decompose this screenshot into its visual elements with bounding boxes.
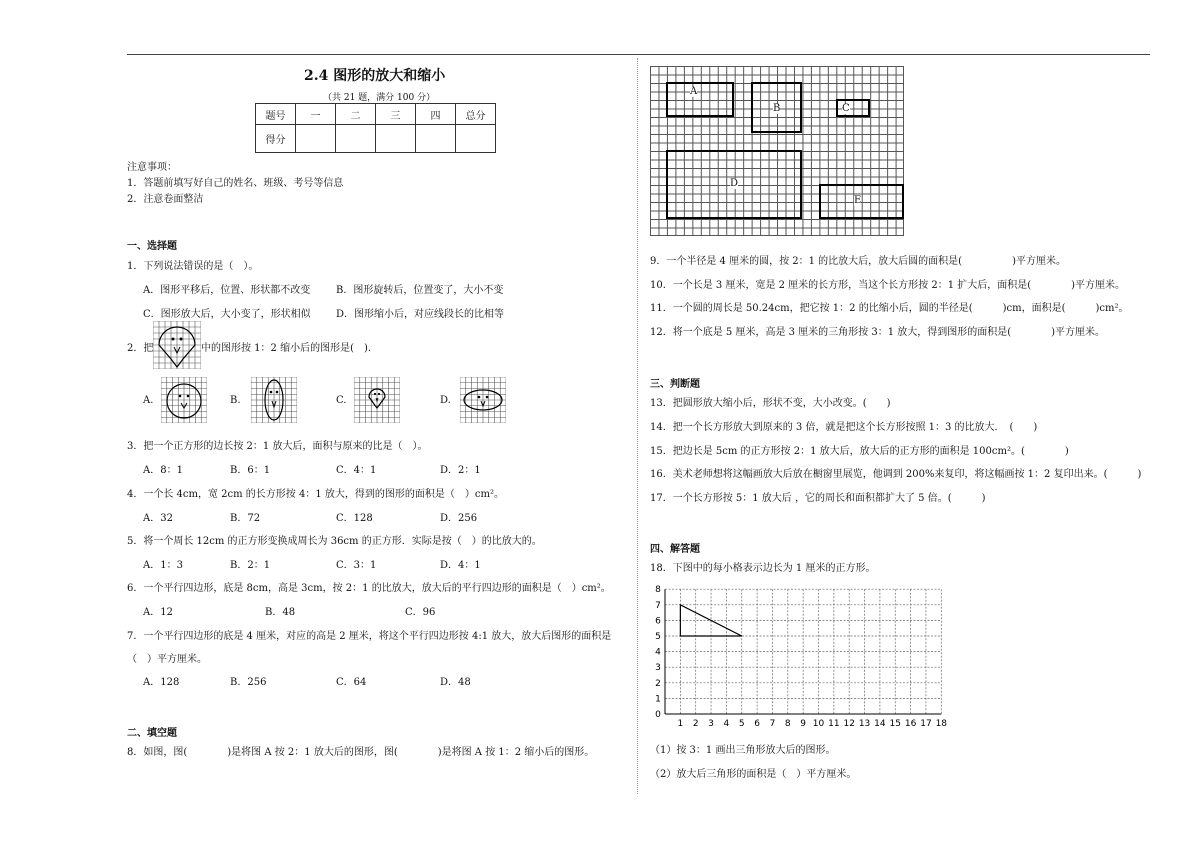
score-cell[interactable] (456, 125, 496, 153)
question-stem: 11．一个圆的周长是 50.24cm，把它按 1：2 的比缩小后，圆的半径是( )cm，面积是( )cm²。 (650, 303, 1129, 314)
option: B．2：1 (230, 560, 271, 571)
x-tick-label: 17 (920, 719, 932, 728)
x-tick-label: 7 (769, 719, 776, 728)
x-tick-label: 8 (784, 719, 791, 728)
option: C．128 (336, 513, 373, 524)
notes-item: 1．答题前填写好自己的姓名、班级、考号等信息 (127, 178, 344, 189)
shape-label: D (730, 178, 739, 189)
option: B. (230, 395, 241, 406)
q2-option-c-figure[interactable] (354, 377, 400, 423)
question-stem: 13．把圆形放大缩小后，形状不变，大小改变。( ) (650, 398, 891, 409)
question-stem: （2）放大后三角形的面积是（ ）平方厘米。 (650, 769, 857, 780)
x-tick-label: 10 (812, 719, 825, 728)
question-stem: 3．把一个正方形的边长按 2：1 放大后，面积与原来的比是（ ）。 (127, 441, 428, 452)
option: D．2：1 (440, 465, 481, 476)
notes-heading: 注意事项： (127, 162, 177, 173)
y-tick-label: 0 (655, 710, 661, 720)
question-stem: 中的图形按 1：2 缩小后的图形是( ). (201, 343, 372, 354)
header-rule (127, 54, 1150, 55)
question-stem: 12．将一个底是 5 厘米，高是 3 厘米的三角形按 3：1 放大，得到图形的面积是( )平方厘米。 (650, 327, 1106, 338)
shape-label: C (842, 103, 850, 114)
option: C. (336, 395, 347, 406)
section-title: 一、选择题 (127, 241, 177, 252)
question-stem: 9．一个半径是 4 厘米的圆，按 2：1 的比放大后，放大后圆的面积是( )平方厘米。 (650, 256, 1066, 267)
question-stem: 6．一个平行四边形，底是 8cm，高是 3cm，按 2：1 的比放大，放大后的平行四边形的面积是（ ）cm²。 (127, 583, 611, 594)
x-tick-label: 5 (738, 719, 745, 728)
y-tick-label: 1 (655, 694, 661, 705)
question-stem: 15．把边长是 5cm 的正方形按 2：1 放大后，放大后的正方形的面积是 100cm²。( ) (650, 446, 1069, 457)
question-stem: 7．一个平行四边形的底是 4 厘米，对应的高是 2 厘米，将这个平行四边形按 4:1 放大，放大后图形的面积是 (127, 631, 612, 642)
x-tick-label: 13 (858, 719, 871, 728)
question-stem: 14．把一个长方形放大到原来的 3 倍，就是把这个长方形按照 1：3 的比放大． ( ) (650, 422, 1038, 433)
option: D．48 (440, 677, 471, 688)
question-stem: 5．将一个周长 12cm 的正方形变换成周长为 36cm 的正方形．实际是按（ ）的比放大的。 (127, 536, 542, 547)
option: C．图形放大后，大小变了，形状相似 (143, 309, 311, 320)
question-stem: 8．如图，图( )是将图 A 按 2：1 放大后的图形，图( )是将图 A 按 1：2 缩小后的图形。 (127, 747, 595, 758)
question-stem: 1．下列说法错误的是（ ）。 (127, 261, 259, 272)
question-stem: 10．一个长是 3 厘米，宽是 2 厘米的长方形，当这个长方形按 2：1 扩大后，面积是( )平方厘米。 (650, 280, 1126, 291)
score-header-cell: 二 (336, 104, 376, 125)
option: D．256 (440, 513, 478, 524)
option: A. (143, 395, 154, 406)
q2-option-d-figure[interactable] (460, 377, 506, 423)
section-title: 二、填空题 (127, 728, 177, 739)
y-tick-label: 7 (655, 600, 661, 611)
option: C．64 (336, 677, 367, 688)
q2-option-b-figure[interactable] (251, 377, 297, 423)
x-tick-label: 12 (843, 719, 855, 728)
question-stem: 16．美术老师想将这幅画放大后放在橱窗里展览，他调到 200%来复印，将这幅画按 1：2 复印出来。( ) (650, 469, 1142, 480)
question-stem: 17．一个长方形按 5：1 放大后 ，它的周长和面积都扩大了 5 倍。( ) (650, 493, 986, 504)
q18-coordinate-grid (648, 580, 948, 728)
x-tick-label: 15 (889, 719, 901, 728)
option: B．48 (265, 607, 296, 618)
notes-item: 2．注意卷面整洁 (127, 194, 204, 205)
option: A．8：1 (143, 465, 183, 476)
score-header-cell: 一 (296, 104, 336, 125)
x-tick-label: 11 (828, 719, 840, 728)
option: C．3：1 (336, 560, 377, 571)
score-row-label: 得分 (256, 125, 296, 153)
score-table (255, 103, 496, 153)
question-stem: 18．下图中的每小格表示边长为 1 厘米的正方形。 (650, 563, 876, 574)
question-stem: （1）按 3：1 画出三角形放大后的图形。 (650, 745, 836, 756)
score-header-cell: 题号 (256, 104, 296, 125)
x-tick-label: 9 (800, 719, 807, 728)
x-tick-label: 6 (754, 719, 760, 728)
option: B．256 (230, 677, 267, 688)
option: C．4：1 (336, 465, 377, 476)
option: D. (440, 395, 451, 406)
score-header-cell: 四 (416, 104, 456, 125)
option: B．6：1 (230, 465, 271, 476)
option: B．72 (230, 513, 261, 524)
x-tick-label: 1 (677, 719, 684, 728)
column-divider (637, 58, 638, 794)
question-stem: （ ）平方厘米。 (127, 654, 207, 665)
y-tick-label: 2 (655, 678, 661, 689)
x-tick-label: 18 (935, 719, 948, 728)
q2-original-figure (153, 321, 201, 369)
y-tick-label: 5 (655, 632, 661, 642)
option: A．12 (143, 607, 173, 618)
score-cell[interactable] (416, 125, 456, 153)
score-cell[interactable] (296, 125, 336, 153)
shape-label: E (854, 195, 862, 206)
section-title: 三、判断题 (650, 379, 700, 390)
x-tick-label: 4 (723, 719, 730, 728)
score-cell[interactable] (336, 125, 376, 153)
y-tick-label: 6 (655, 616, 661, 627)
score-cell[interactable] (376, 125, 416, 153)
x-tick-label: 3 (708, 719, 714, 728)
option: D．图形缩小后，对应线段长的比相等 (336, 309, 505, 320)
option: C．96 (405, 607, 436, 618)
option: A．128 (143, 677, 180, 688)
score-header-cell: 总分 (456, 104, 496, 125)
option: A．1：3 (143, 560, 183, 571)
option: B．图形旋转后，位置变了，大小不变 (336, 285, 504, 296)
shape-label: B (773, 103, 781, 114)
y-tick-label: 8 (655, 585, 661, 596)
shape-a (666, 82, 734, 117)
score-header-cell: 三 (376, 104, 416, 125)
y-tick-label: 4 (655, 647, 661, 658)
x-tick-label: 16 (904, 719, 917, 728)
option: A．32 (143, 513, 173, 524)
question-stem: 4．一个长 4cm，宽 2cm 的长方形按 4：1 放大，得到的图形的面积是（ ）cm²。 (127, 489, 504, 500)
section-title: 四、解答题 (650, 544, 700, 555)
option: A．图形平移后，位置、形状都不改变 (143, 285, 311, 296)
q8-figure-grid (650, 66, 904, 236)
page-subtitle: （共 21 题，满分 100 分） (323, 93, 436, 103)
question-stem: 2．把 (127, 343, 154, 354)
shape-label: A (690, 86, 698, 97)
x-tick-label: 2 (692, 719, 699, 728)
x-tick-label: 14 (874, 719, 886, 728)
page-title: 2.4 图形的放大和缩小 (304, 68, 446, 84)
shape-e (819, 184, 904, 219)
option: D．4：1 (440, 560, 481, 571)
q2-option-a-figure[interactable] (161, 377, 207, 423)
y-tick-label: 3 (655, 663, 661, 674)
